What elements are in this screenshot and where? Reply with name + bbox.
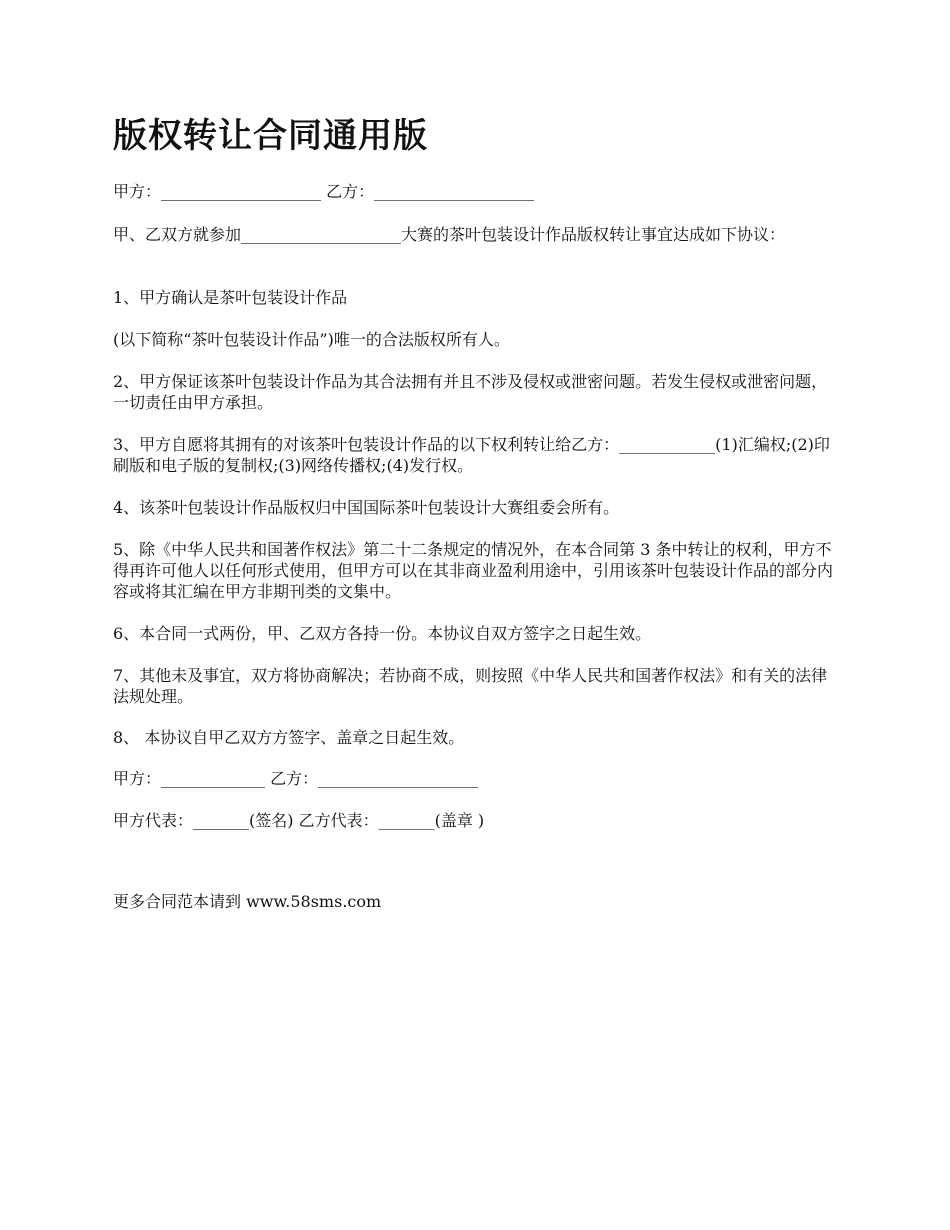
- clause-3: 3、甲方自愿将其拥有的对该茶叶包装设计作品的以下权利转让给乙方：____________(1)汇编权;(2)印刷版和电子版的复制权;(3)网络传播权;(4)发行权。: [113, 435, 830, 475]
- signature-parties-line: 甲方：_____________ 乙方：____________________: [113, 769, 479, 788]
- clause-4: 4、该茶叶包装设计作品版权归中国国际茶叶包装设计大赛组委会所有。: [113, 498, 620, 517]
- document-title: 版权转让合同通用版: [113, 116, 428, 156]
- clause-6: 6、本合同一式两份，甲、乙双方各持一份。本协议自双方签字之日起生效。: [113, 624, 652, 643]
- signature-representatives-line: 甲方代表：_______(签名) 乙方代表：_______(盖章 ): [113, 811, 485, 830]
- clause-1-continued: (以下简称“茶叶包装设计作品”)唯一的合法版权所有人。: [113, 330, 510, 349]
- party-names-line: 甲方：____________________ 乙方：____________________: [113, 182, 535, 201]
- footer-note: 更多合同范本请到 www.58sms.com: [113, 892, 382, 911]
- clause-7: 7、其他未及事宜，双方将协商解决；若协商不成，则按照《中华人民共和国著作权法》和有关的法律法规处理。: [113, 666, 828, 706]
- clause-8: 8、 本协议自甲乙双方方签字、盖章之日起生效。: [113, 728, 465, 747]
- intro-paragraph: 甲、乙双方就参加____________________大赛的茶叶包装设计作品版权转让事宜达成如下协议：: [113, 225, 786, 244]
- clause-5: 5、除《中华人民共和国著作权法》第二十二条规定的情况外，在本合同第 3 条中转让的权利，甲方不得再许可他人以任何形式使用，但甲方可以在其非商业盈利用途中，引用该茶叶包装设计作品的部分内容或将其汇编在甲方非期刊类的文集中。: [113, 540, 834, 601]
- clause-1: 1、甲方确认是茶叶包装设计作品: [113, 288, 348, 307]
- clause-2: 2、甲方保证该茶叶包装设计作品为其合法拥有并且不涉及侵权或泄密问题。若发生侵权或泄密问题，一切责任由甲方承担。: [113, 372, 828, 412]
